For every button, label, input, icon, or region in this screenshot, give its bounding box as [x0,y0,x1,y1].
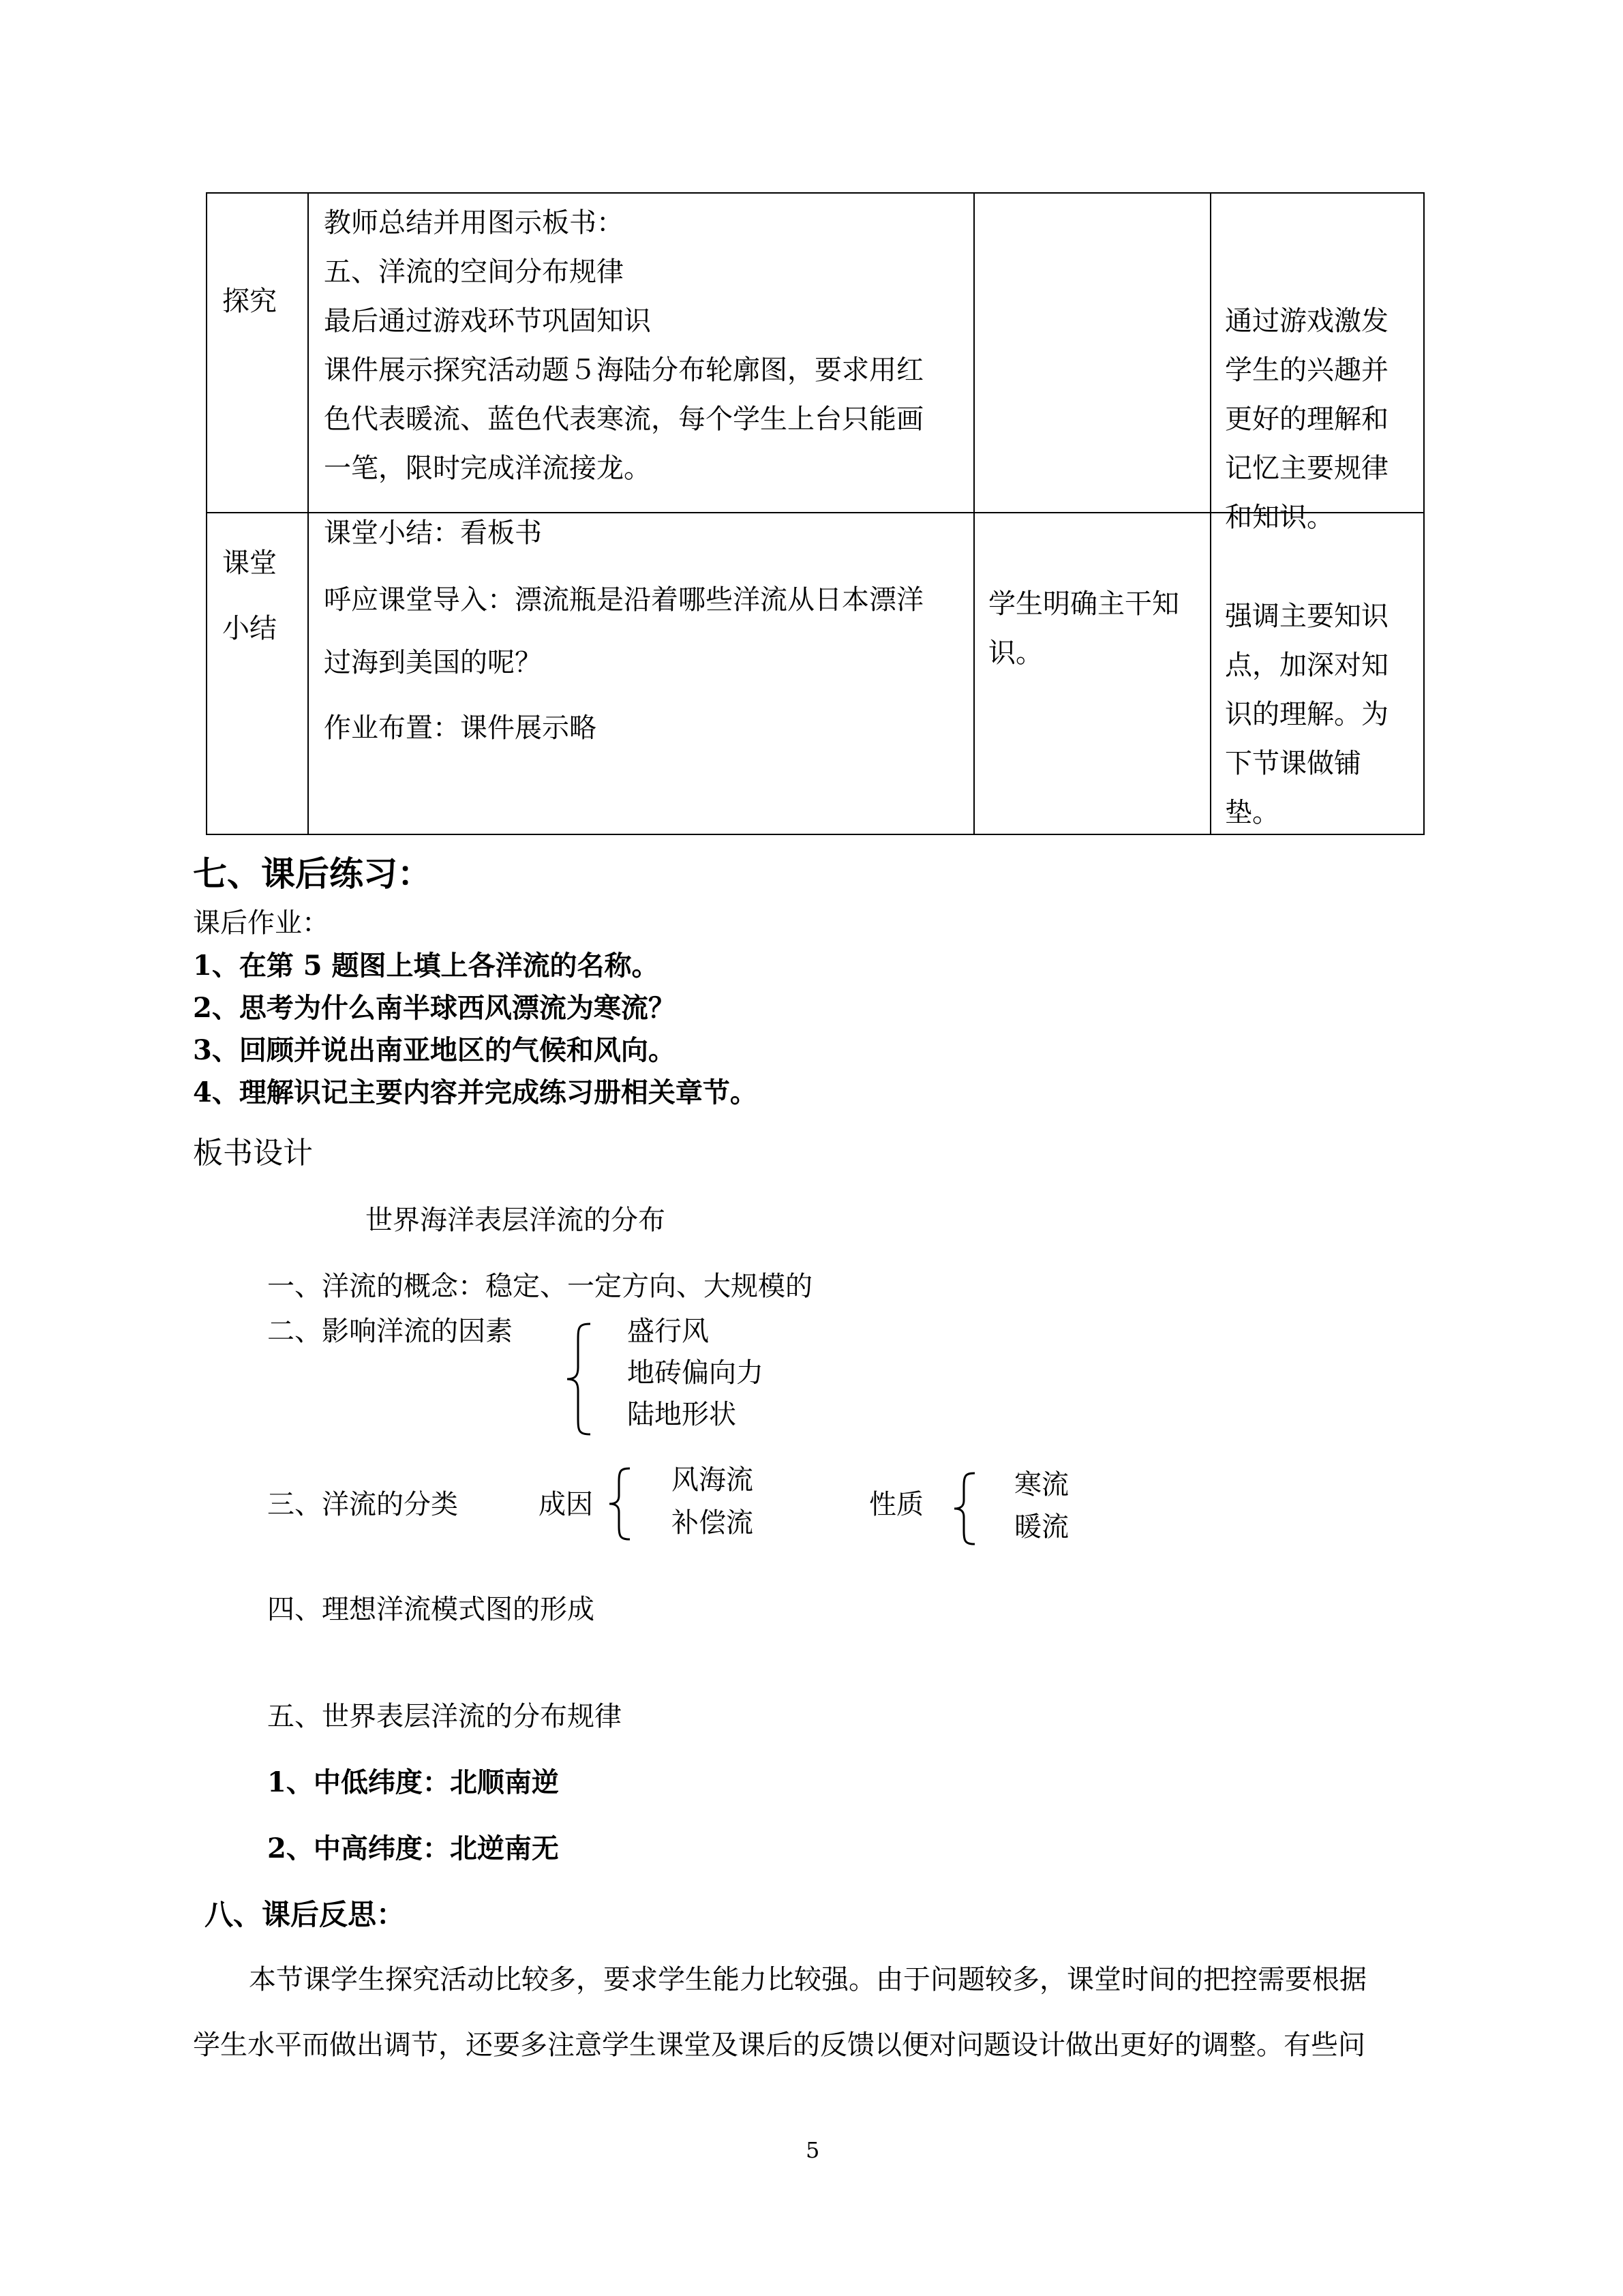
row2-line: 呼应课堂导入：漂流瓶是沿着哪些洋流从日本漂洋 [324,584,924,616]
student-line: 学生明确主干知 [988,588,1179,620]
section7-heading: 七、课后练习： [193,854,431,894]
rule-text: 2、中高纬度：北逆南无 [267,1832,559,1864]
board-line-2: 二、影响洋流的因素 [267,1316,513,1347]
left-brace-icon [605,1466,637,1542]
cause-label: 成因 [539,1489,593,1520]
intent-line: 通过游戏激发 [1225,305,1389,337]
section8-heading: 八、课后反思： [204,1898,406,1931]
nature-label: 性质 [869,1489,924,1520]
board-title: 世界海洋表层洋流的分布 [365,1205,665,1236]
reflection-paragraph-2: 学生水平而做出调节，还要多注意学生课堂及课后的反馈以便对问题设计做出更好的调整。有些问 [193,2029,1365,2061]
cause-item: 风海流 [671,1464,753,1496]
nature-item: 寒流 [1014,1469,1069,1500]
intent-line: 和知识。 [1225,502,1334,533]
stage-cell-summary-1: 课堂 [222,547,277,579]
reflection-paragraph-1: 本节课学生探究活动比较多，要求学生能力比较强。由于问题较多，课堂时间的把控需要根据 [249,1964,1367,1995]
nature-item: 暖流 [1014,1511,1069,1543]
cause-item: 补偿流 [671,1507,753,1539]
row1-line: 色代表暖流、蓝色代表寒流，每个学生上台只能画 [324,404,924,435]
board-rule-1 [267,1766,559,1799]
left-brace-icon [950,1470,982,1547]
homework-label: 课后作业： [193,907,329,939]
homework-item: 4、理解识记主要内容并完成练习册相关章节。 [193,1076,757,1108]
rule-text: 1、中低纬度：北顺南逆 [267,1766,559,1798]
board-rule-2 [267,1832,559,1865]
page-number: 5 [806,2137,820,2163]
intent-line: 垫。 [1225,797,1279,828]
intent-line: 记忆主要规律 [1225,453,1389,484]
intent-line: 下节课做铺 [1225,748,1361,779]
row1-line: 教师总结并用图示板书： [324,207,624,239]
homework-item: 2、思考为什么南半球西风漂流为寒流？ [193,992,676,1024]
student-line: 识。 [988,637,1043,669]
row1-line: 五、洋流的空间分布规律 [324,256,624,288]
homework-item: 1、在第 5 题图上填上各洋流的名称。 [193,950,659,982]
stage-cell-explore: 探究 [222,286,277,317]
intent-line: 强调主要知识 [1225,601,1389,632]
intent-line: 学生的兴趣并 [1225,354,1389,386]
row2-line: 作业布置：课件展示略 [324,712,596,744]
row1-line: 最后通过游戏环节巩固知识 [324,305,651,337]
factor-item: 陆地形状 [627,1399,736,1430]
intent-line: 识的理解。为 [1225,699,1389,730]
row1-line: 课件展示探究活动题５海陆分布轮廓图，要求用红 [324,354,924,386]
intent-line: 更好的理解和 [1225,404,1389,435]
homework-item: 3、回顾并说出南亚地区的气候和风向。 [193,1034,676,1066]
left-brace-icon [563,1321,597,1437]
board-line-1: 一、洋流的概念：稳定、一定方向、大规模的 [267,1271,813,1302]
intent-line: 点，加深对知 [1225,650,1389,681]
board-line-5: 五、世界表层洋流的分布规律 [267,1701,622,1732]
row2-line: 课堂小结：看板书 [324,517,542,549]
board-line-3: 三、洋流的分类 [267,1489,458,1520]
board-line-4: 四、理想洋流模式图的形成 [267,1594,594,1625]
row2-line: 过海到美国的呢？ [324,647,542,678]
factor-item: 地砖偏向力 [627,1357,763,1389]
row1-line: 一笔，限时完成洋流接龙。 [324,453,651,484]
stage-cell-summary-2: 小结 [222,613,277,644]
factor-item: 盛行风 [627,1316,709,1347]
board-heading: 板书设计 [193,1136,313,1170]
